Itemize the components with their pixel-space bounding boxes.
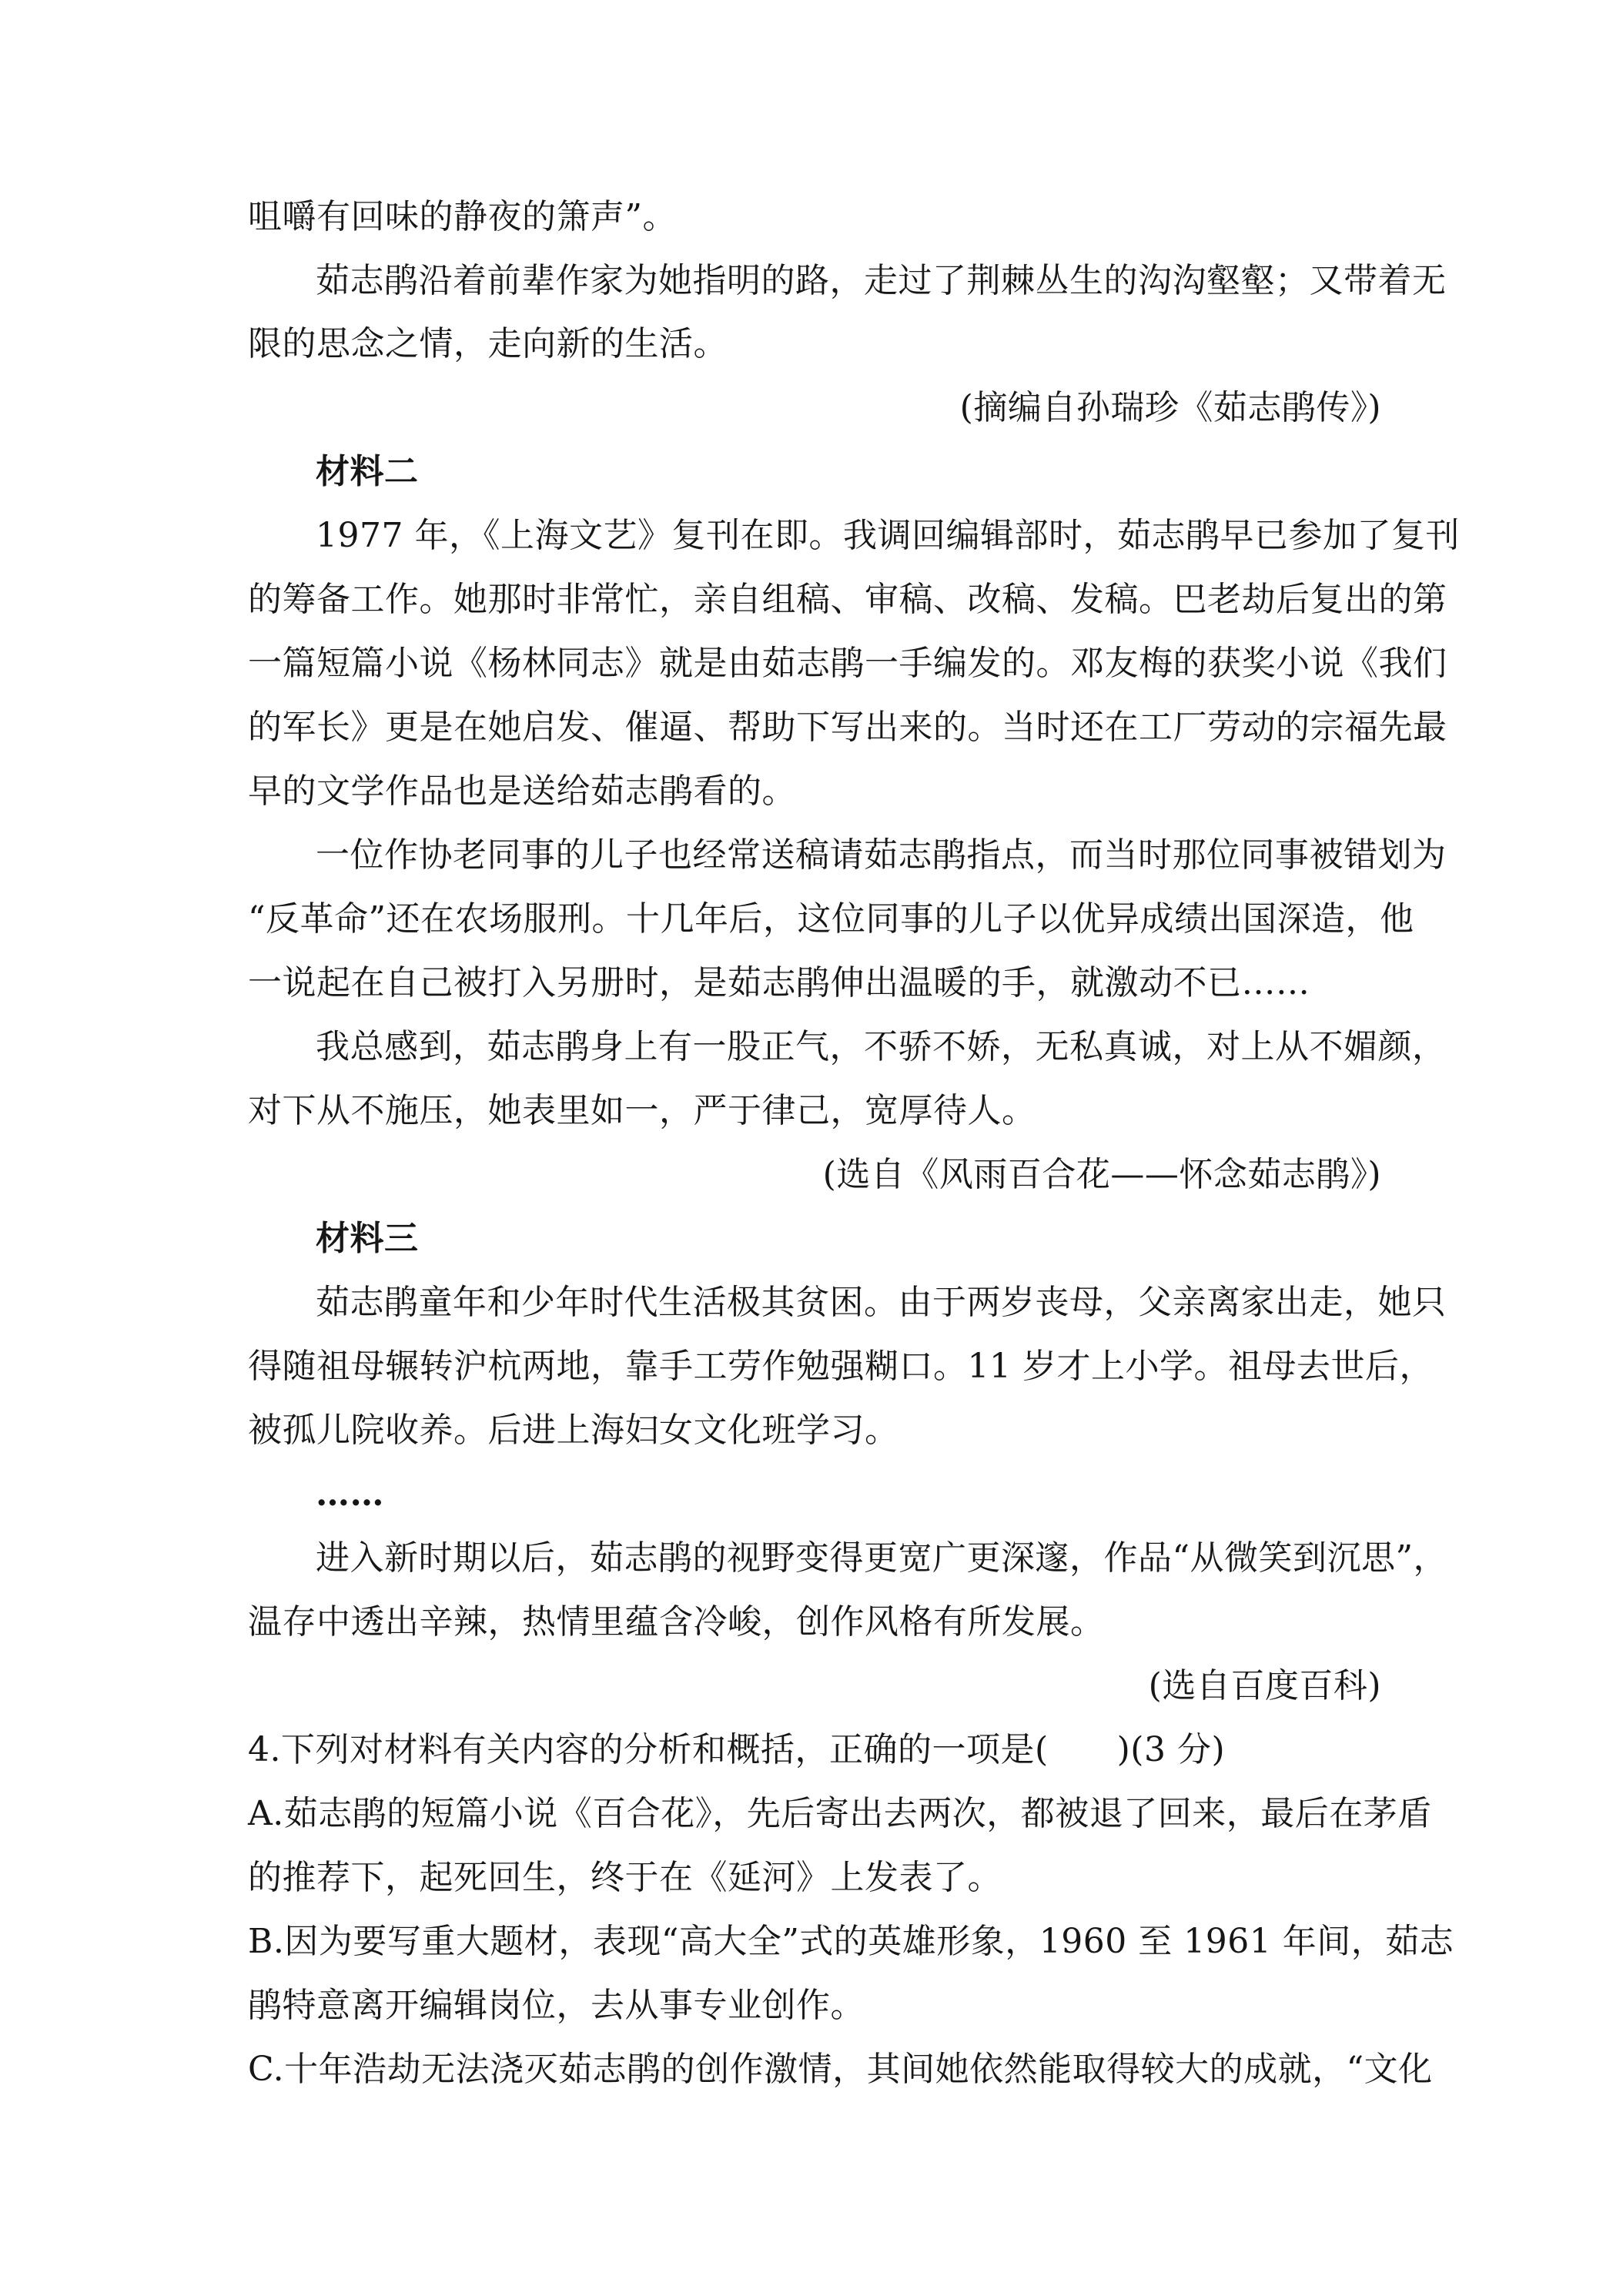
text-line: “反革命”还在农场服刑。十几年后，这位同事的儿子以优异成绩出国深造，他 (248, 899, 1414, 939)
option-b-cont: 鹃特意离开编辑岗位，去从事专业创作。 (248, 1986, 865, 2025)
text-line: 一说起在自己被打入另册时，是茹志鹃伸出温暖的手，就激动不已…… (248, 963, 1310, 1002)
section-heading: 材料三 (316, 1219, 419, 1258)
text-line: 咀嚼有回味的静夜的箫声”。 (248, 197, 677, 236)
text-line: 1977 年，《上海文艺》复刊在即。我调回编辑部时，茹志鹃早已参加了复刊 (316, 516, 1460, 555)
source-citation: (摘编自孙瑞珍《茹志鹃传》) (959, 388, 1381, 427)
text-line: 一篇短篇小说《杨林同志》就是由茹志鹃一手编发的。邓友梅的获奖小说《我们 (248, 644, 1447, 683)
option-a-cont: 的推荐下，起死回生，终于在《延河》上发表了。 (248, 1858, 1002, 1897)
text-line: 限的思念之情，走向新的生活。 (248, 324, 728, 363)
text-line: 对下从不施压，她表里如一，严于律己，宽厚待人。 (248, 1091, 1036, 1130)
option-c: C.十年浩劫无法浇灭茹志鹃的创作激情，其间她依然能取得较大的成就，“文化 (248, 2050, 1433, 2089)
text-line: 早的文学作品也是送给茹志鹃看的。 (248, 771, 796, 811)
section-heading: 材料二 (316, 452, 419, 491)
text-line: 我总感到，茹志鹃身上有一股正气，不骄不娇，无私真诚，对上从不媚颜， (316, 1027, 1447, 1066)
text-line: 得随祖母辗转沪杭两地，靠手工劳作勉强糊口。11 岁才上小学。祖母去世后， (248, 1347, 1434, 1386)
question-stem: 4.下列对材料有关内容的分析和概括，正确的一项是( )(3 分) (248, 1730, 1226, 1769)
source-citation: (选自百度百科) (1148, 1666, 1381, 1705)
text-line: 茹志鹃沿着前辈作家为她指明的路，走过了荆棘丛生的沟沟壑壑；又带着无 (316, 261, 1447, 300)
text-line: 的筹备工作。她那时非常忙，亲自组稿、审稿、改稿、发稿。巴老劫后复出的第 (248, 580, 1447, 619)
ellipsis: …… (316, 1474, 384, 1514)
text-line: 被孤儿院收养。后进上海妇女文化班学习。 (248, 1411, 899, 1450)
text-line: 茹志鹃童年和少年时代生活极其贫困。由于两岁丧母，父亲离家出走，她只 (316, 1283, 1447, 1322)
option-a: A.茹志鹃的短篇小说《百合花》，先后寄出去两次，都被退了回来，最后在茅盾 (248, 1794, 1432, 1833)
text-line: 温存中透出辛辣，热情里蕴含冷峻，创作风格有所发展。 (248, 1602, 1105, 1642)
text-line: 进入新时期以后，茹志鹃的视野变得更宽广更深邃，作品“从微笑到沉思”， (316, 1538, 1447, 1578)
source-citation: (选自《风雨百合花——怀念茹志鹃》) (822, 1155, 1381, 1194)
text-line: 的军长》更是在她启发、催逼、帮助下写出来的。当时还在工厂劳动的宗福先最 (248, 708, 1447, 747)
text-line: 一位作协老同事的儿子也经常送稿请茹志鹃指点，而当时那位同事被错划为 (316, 835, 1447, 875)
option-b: B.因为要写重大题材，表现“高大全”式的英雄形象，1960 至 1961 年间，茹志 (248, 1922, 1454, 1961)
